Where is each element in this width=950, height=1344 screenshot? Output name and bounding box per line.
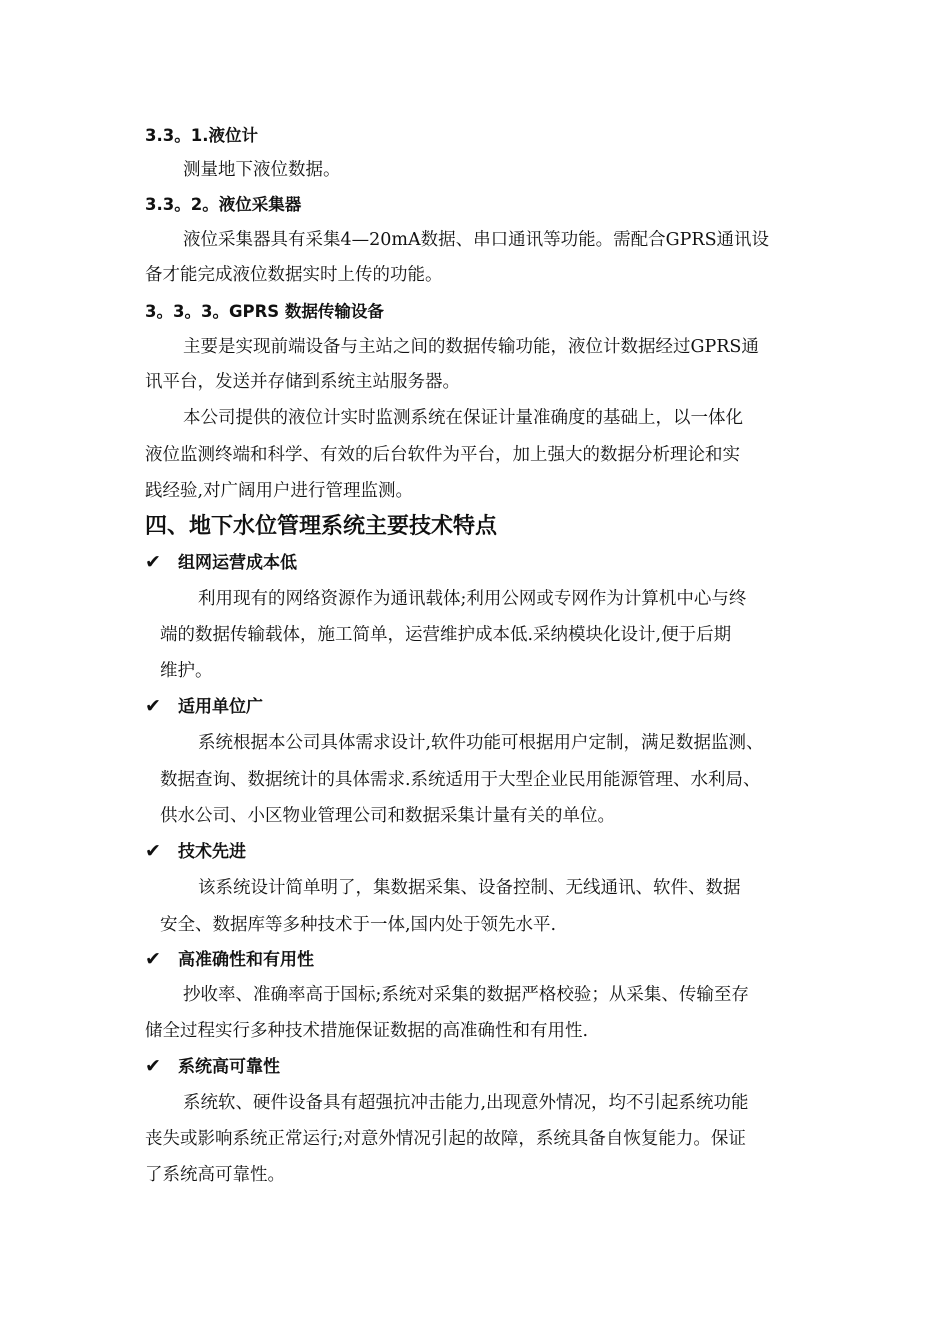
paragraph-line: 系统软、硬件设备具有超强抗冲击能力,出现意外情况，均不引起系统功能 <box>183 1093 749 1113</box>
paragraph-line: 讯平台，发送并存储到系统主站服务器。 <box>145 372 460 392</box>
feature-title: 技术先进 <box>178 842 246 862</box>
paragraph-line: 备才能完成液位数据实时上传的功能。 <box>145 265 443 285</box>
check-icon: ✔ <box>145 1055 161 1077</box>
feature-title: 组网运营成本低 <box>178 553 297 573</box>
paragraph-line: 主要是实现前端设备与主站之间的数据传输功能，液位计数据经过GPRS通 <box>183 337 759 357</box>
paragraph-line: 储全过程实行多种技术措施保证数据的高准确性和有用性. <box>145 1021 589 1041</box>
section-heading-3-3-2: 3.3。2。液位采集器 <box>145 195 302 214</box>
paragraph-line: 践经验,对广阔用户进行管理监测。 <box>145 481 414 501</box>
paragraph-line: 了系统高可靠性。 <box>145 1165 285 1185</box>
paragraph-line: 数据查询、数据统计的具体需求.系统适用于大型企业民用能源管理、水利局、 <box>160 770 761 790</box>
chapter-title: 四、地下水位管理系统主要技术特点 <box>145 514 498 539</box>
paragraph-line: 本公司提供的液位计实时监测系统在保证计量准确度的基础上，以一体化 <box>183 408 743 428</box>
paragraph-line: 利用现有的网络资源作为通讯载体;利用公网或专网作为计算机中心与终 <box>198 589 747 609</box>
paragraph-line: 端的数据传输载体，施工简单，运营维护成本低.采纳模块化设计,便于后期 <box>160 625 732 645</box>
paragraph-line: 安全、数据库等多种技术于一体,国内处于领先水平. <box>160 915 557 935</box>
paragraph-line: 液位采集器具有采集4—20mA数据、串口通讯等功能。需配合GPRS通讯设 <box>183 230 770 250</box>
feature-title: 系统高可靠性 <box>178 1057 280 1077</box>
paragraph-line: 供水公司、小区物业管理公司和数据采集计量有关的单位。 <box>160 806 615 826</box>
section-heading-3-3-3: 3。3。3。GPRS 数据传输设备 <box>145 302 384 321</box>
check-icon: ✔ <box>145 840 161 862</box>
check-icon: ✔ <box>145 551 161 573</box>
check-icon: ✔ <box>145 948 161 970</box>
paragraph-line: 测量地下液位数据。 <box>183 160 341 180</box>
feature-title: 适用单位广 <box>178 697 263 717</box>
paragraph-line: 该系统设计简单明了，集数据采集、设备控制、无线通讯、软件、数据 <box>198 878 741 898</box>
feature-title: 高准确性和有用性 <box>178 950 314 970</box>
paragraph-line: 维护。 <box>160 661 213 681</box>
paragraph-line: 丧失或影响系统正常运行;对意外情况引起的故障，系统具备自恢复能力。保证 <box>145 1129 746 1149</box>
paragraph-line: 抄收率、准确率高于国标;系统对采集的数据严格校验；从采集、传输至存 <box>183 985 749 1005</box>
section-heading-3-3-1: 3.3。1.液位计 <box>145 126 258 145</box>
check-icon: ✔ <box>145 695 161 717</box>
paragraph-line: 系统根据本公司具体需求设计,软件功能可根据用户定制，满足数据监测、 <box>198 733 764 753</box>
paragraph-line: 液位监测终端和科学、有效的后台软件为平台，加上强大的数据分析理论和实 <box>145 445 740 465</box>
